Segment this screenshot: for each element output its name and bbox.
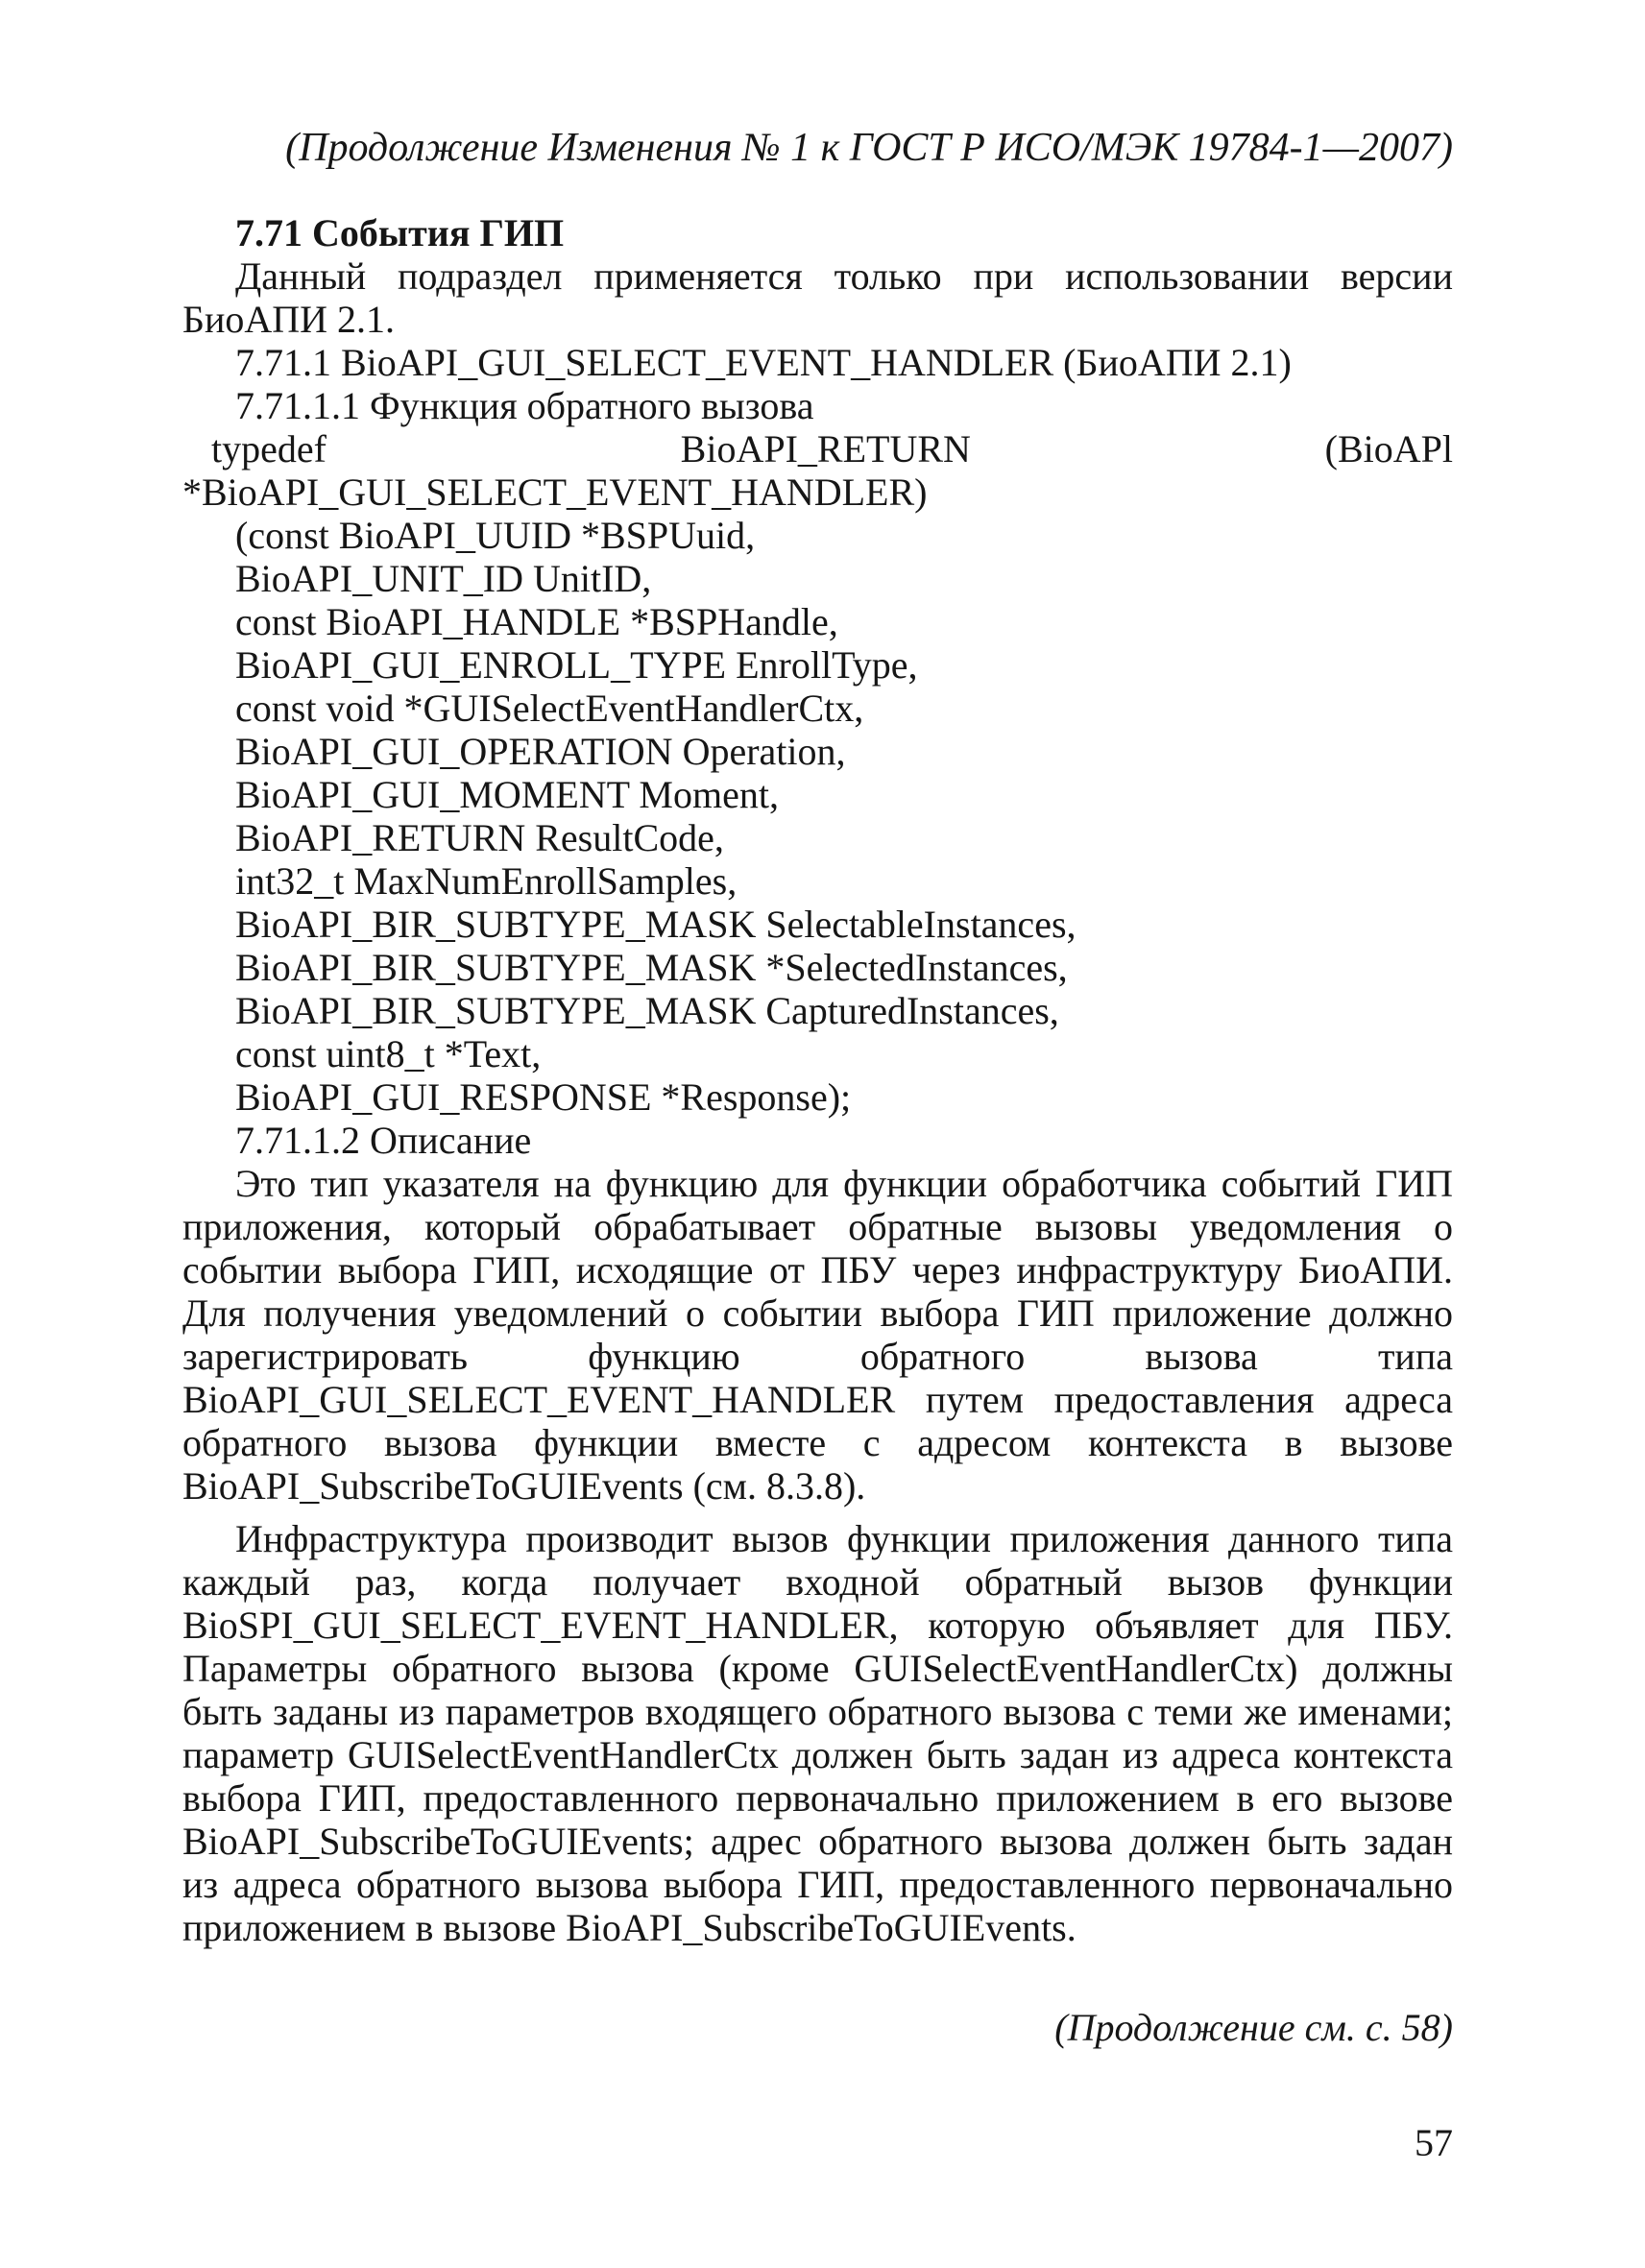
param-line: BioAPI_GUI_OPERATION Operation, (235, 730, 846, 773)
param-line: BioAPI_GUI_ENROLL_TYPE EnrollType, (235, 643, 918, 687)
param-line: const uint8_t *Text, (235, 1032, 542, 1075)
continuation-header: (Продолжение Изменения № 1 к ГОСТ Р ИСО/МЭК 19784-1—2007) (285, 126, 1453, 170)
description-paragraph: Инфраструктура производит вызов функции приложения данного типа каждый раз, когда получает входной обратный вызов функции BioSPI_GUI_SELECT_EVENT_HANDLER, которую объявляет для ПБУ. Параметры обратного вызова (кроме GUISelectEventHandlerCtx) должны быть заданы из параметров входящего обратного вызова с теми же именами; параметр GUISelectEventHandlerCtx должен быть задан из адреса контекста выбора ГИП, предоставленного первоначально приложением в его вызове BioAPI_SubscribeToGUIEvents; адрес обратного вызова должен быть задан из адреса обратного вызова выбора ГИП, предоставленного первоначально приложением в вызове BioAPI_SubscribeToGUIEvents. (182, 1517, 1453, 1949)
description-heading: 7.71.1.2 Описание (235, 1119, 532, 1162)
section-title: 7.71 События ГИП (235, 211, 565, 254)
page-number: 57 (1415, 2121, 1453, 2164)
description-paragraph: Это тип указателя на функцию для функции обработчика событий ГИП приложения, который обрабатывает обратные вызовы уведомления о событии выбора ГИП, исходящие от ПБУ через инфраструктуру БиоАПИ. Для получения уведомлений о событии выбора ГИП приложение должно зарегистрировать функцию обратного вызова типа BioAPI_GUI_SELECT_EVENT_HANDLER путем предоставления адреса обратного вызова функции вместе с адресом контекста в вызове BioAPI_SubscribeToGUIEvents (см. 8.3.8). (182, 1162, 1453, 1508)
param-line: (const BioAPI_UUID *BSPUuid, (235, 514, 756, 557)
param-line: int32_t MaxNumEnrollSamples, (235, 859, 738, 903)
param-line: BioAPI_BIR_SUBTYPE_MASK CapturedInstances, (235, 989, 1059, 1032)
intro-paragraph: Данный подраздел применяется только при использовании версии БиоАПИ 2.1. (182, 254, 1453, 341)
param-line: BioAPI_BIR_SUBTYPE_MASK SelectableInstances, (235, 903, 1077, 946)
param-line: BioAPI_RETURN ResultCode, (235, 816, 724, 859)
param-line: const void *GUISelectEventHandlerCtx, (235, 687, 864, 730)
param-line: const BioAPI_HANDLE *BSPHandle, (235, 600, 838, 643)
subsection-heading: 7.71.1 BioAPI_GUI_SELECT_EVENT_HANDLER (БиоАПИ 2.1) (235, 341, 1292, 384)
param-line: BioAPI_GUI_RESPONSE *Response); (235, 1075, 852, 1119)
typedef-declaration: typedef BioAPI_RETURN (BioAPl *BioAPI_GUI_SELECT_EVENT_HANDLER) (182, 427, 1453, 514)
param-line: BioAPI_UNIT_ID UnitID, (235, 557, 652, 600)
page-content (182, 211, 1453, 1949)
param-line: BioAPI_GUI_MOMENT Moment, (235, 773, 779, 816)
param-line: BioAPI_BIR_SUBTYPE_MASK *SelectedInstances, (235, 946, 1068, 989)
continuation-footer: (Продолжение см. с. 58) (1054, 2006, 1453, 2049)
callback-heading: 7.71.1.1 Функция обратного вызова (235, 384, 814, 427)
